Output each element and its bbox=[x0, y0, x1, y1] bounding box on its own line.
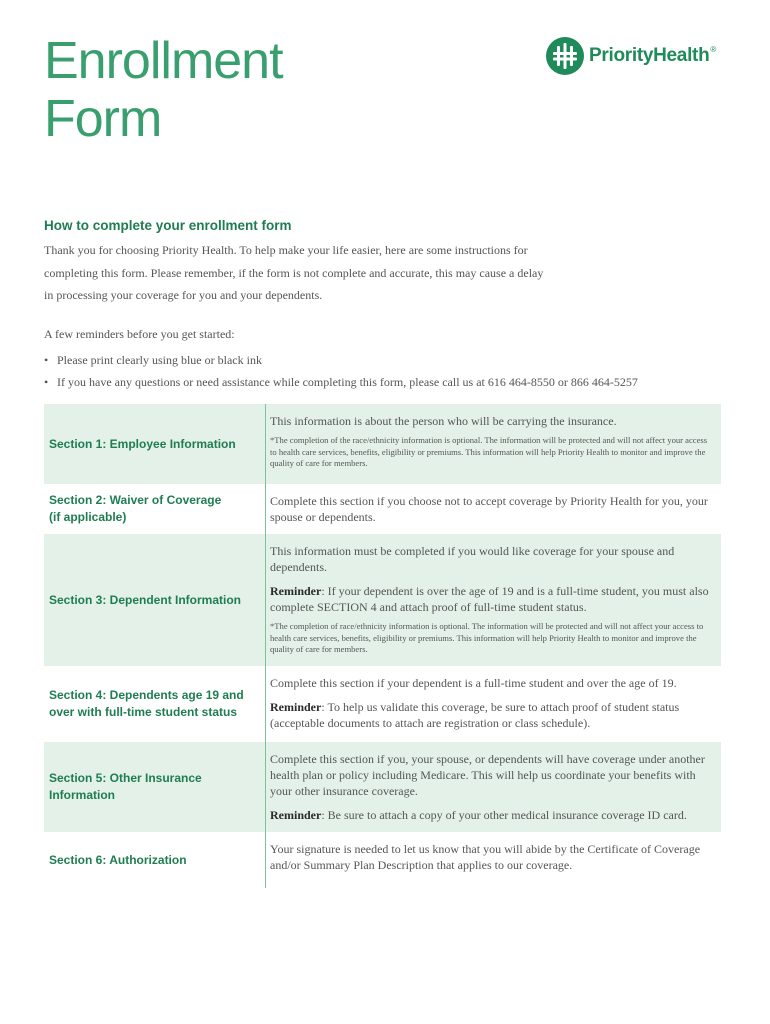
logo-wordmark: PriorityHealth® bbox=[589, 45, 716, 66]
intro-line-1: Thank you for choosing Priority Health. To help make your life easier, here are some instructions for bbox=[44, 243, 528, 257]
section-1-note: *The completion of the race/ethnicity information is optional. The information will be protected and will not affect your access to health care services, benefits, eligibility or premiums. This information will help Priority Health to monitor and improve the quality of care for members. bbox=[270, 435, 708, 468]
section-1-description bbox=[265, 404, 721, 484]
section-guide-table bbox=[44, 404, 721, 888]
reminder-item-ink: • Please print clearly using blue or black ink bbox=[44, 349, 638, 371]
section-4-text: Complete this section if your dependent is a full-time student and over the age of 19. bbox=[270, 676, 677, 690]
section-5-label: Section 5: Other Insurance Information bbox=[49, 771, 202, 802]
section-3-note: *The completion of race/ethnicity information is optional. The information will be protected and will not affect your access to health care services, benefits, eligibility or premiums. This information will help Priority Health to monitor and improve the quality of care for members. bbox=[270, 621, 704, 654]
section-2-description bbox=[265, 484, 721, 534]
section-5-description bbox=[265, 742, 721, 832]
section-3-label: Section 3: Dependent Information bbox=[49, 592, 242, 607]
section-5-reminder: Reminder: Be sure to attach a copy of your other medical insurance coverage ID card. bbox=[270, 808, 687, 822]
priority-health-logo-icon bbox=[546, 37, 584, 75]
section-1-label: Section 1: Employee Information bbox=[49, 436, 236, 451]
section-3-description bbox=[265, 534, 721, 666]
section-3-text: This information must be completed if you would like coverage for your spouse and dependents. bbox=[270, 544, 675, 574]
intro-paragraph bbox=[44, 239, 604, 307]
section-5-text: Complete this section if you, your spouse, or dependents will have coverage under another health plan or policy including Medicare. This will help us coordinate your benefits with your other insurance coverage. bbox=[270, 752, 705, 798]
title-line-1: Enrollment bbox=[44, 32, 283, 90]
section-4-label: Section 4: Dependents age 19 and over with full-time student status bbox=[49, 688, 244, 719]
section-row-5 bbox=[44, 742, 721, 832]
section-3-reminder: Reminder: If your dependent is over the age of 19 and is a full-time student, you must also complete SECTION 4 and attach proof of full-time student status. bbox=[270, 584, 709, 614]
section-2-label: Section 2: Waiver of Coverage (if applicable) bbox=[49, 493, 222, 524]
section-row-1 bbox=[44, 404, 721, 484]
title-line-2: Form bbox=[44, 90, 162, 148]
section-row-3 bbox=[44, 534, 721, 666]
registered-mark: ® bbox=[710, 45, 716, 54]
reminder-item-phone: • If you have any questions or need assistance while completing this form, please call us at 616 464-8550 or 866 464-5257 bbox=[44, 371, 638, 393]
reminders-list bbox=[44, 349, 638, 393]
section-row-2 bbox=[44, 484, 721, 534]
section-6-description bbox=[265, 832, 721, 888]
instructions-heading: How to complete your enrollment form bbox=[44, 218, 292, 233]
intro-line-3: in processing your coverage for you and your dependents. bbox=[44, 288, 323, 302]
section-4-description bbox=[265, 666, 721, 742]
page-title bbox=[44, 32, 283, 148]
section-row-4 bbox=[44, 666, 721, 742]
intro-line-2: completing this form. Please remember, if the form is not complete and accurate, this may cause a delay bbox=[44, 265, 544, 280]
priority-health-logo bbox=[546, 36, 716, 76]
section-6-text: Your signature is needed to let us know that you will abide by the Certificate of Coverage and/or Summary Plan Description that applies to our coverage. bbox=[270, 842, 701, 872]
reminders-lead: A few reminders before you get started: bbox=[44, 327, 235, 341]
section-2-text: Complete this section if you choose not to accept coverage by Priority Health for you, your spouse or dependents. bbox=[270, 494, 708, 524]
section-row-6 bbox=[44, 832, 721, 888]
section-4-reminder: Reminder: To help us validate this coverage, be sure to attach proof of student status (acceptable documents to attach are registration or class schedule). bbox=[270, 700, 680, 730]
section-1-text: This information is about the person who will be carrying the insurance. bbox=[270, 414, 617, 428]
section-6-label: Section 6: Authorization bbox=[49, 852, 187, 867]
